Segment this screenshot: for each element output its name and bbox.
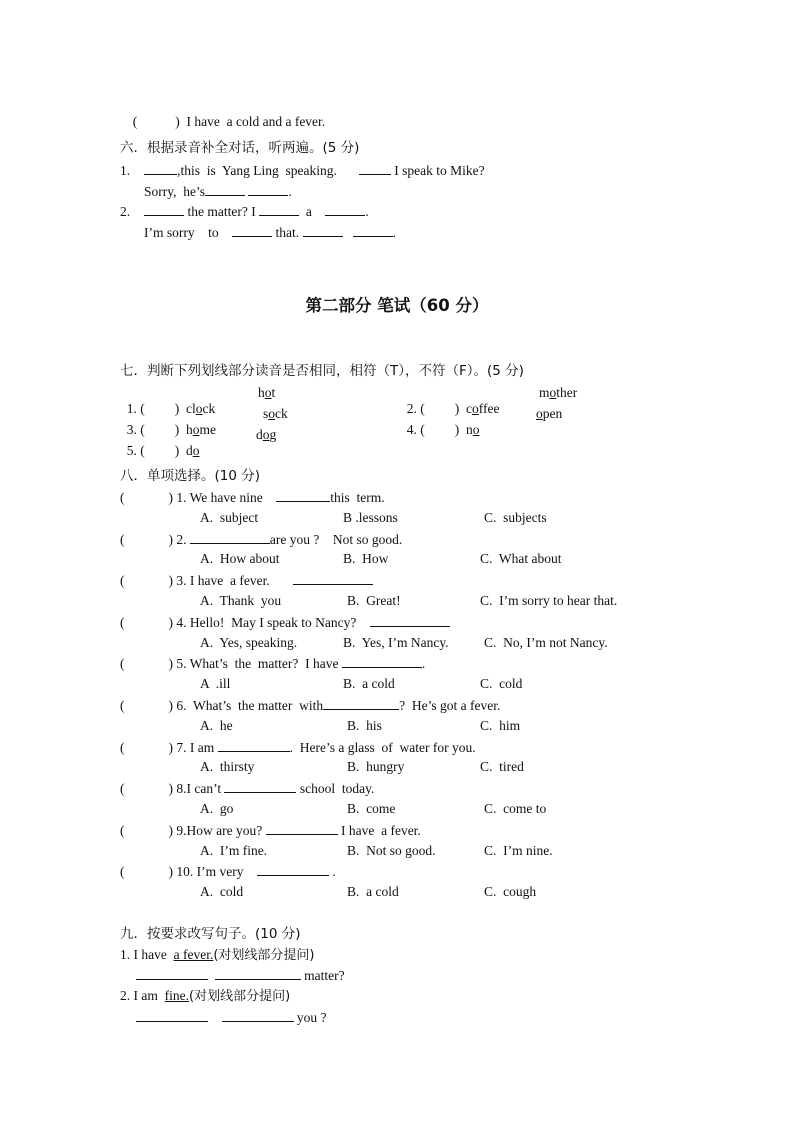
answer-blank[interactable] — [215, 967, 301, 980]
answer-blank[interactable] — [144, 203, 184, 216]
sec6-dialog2-line2: I’m sorry to that. . — [144, 225, 397, 240]
answer-blank[interactable] — [325, 203, 365, 216]
sec8-q6-option-b[interactable]: B. his — [347, 718, 382, 733]
answer-blank[interactable] — [248, 183, 288, 196]
answer-blank[interactable] — [205, 183, 245, 196]
sec8-q9-option-c[interactable]: C. I’m nine. — [484, 843, 553, 858]
sec9-answer-1: matter? — [136, 967, 345, 984]
answer-blank[interactable] — [370, 614, 450, 627]
sec8-question-10: ( ) 10. I’m very . — [120, 864, 336, 879]
sec8-q6-option-a[interactable]: A. he — [200, 718, 233, 733]
sec7-title: 七．判断下列划线部分读音是否相同，相符（T），不符（F）。(5 分) — [120, 363, 524, 379]
sec8-q3-option-a[interactable]: A. Thank you — [200, 593, 282, 608]
sec8-title: 八．单项选择。(10 分) — [120, 468, 261, 484]
sec6-dialog1-line2: Sorry, he’s . — [144, 184, 292, 199]
answer-blank[interactable] — [353, 224, 393, 237]
sec8-q3-option-b[interactable]: B. Great! — [347, 593, 401, 608]
answer-blank[interactable] — [266, 822, 338, 835]
sec7-item-4: 4. ( ) no — [406, 422, 480, 437]
sec8-q5-option-b[interactable]: B. a cold — [343, 676, 395, 691]
answer-blank[interactable] — [218, 739, 290, 752]
sec8-question-3: ( ) 3. I have a fever. — [120, 572, 373, 589]
sec8-q1-option-b[interactable]: B .lessons — [343, 510, 398, 525]
sec8-question-8: ( ) 8.I can’t school today. — [120, 781, 375, 796]
sec7-item-5: 5. ( ) do — [126, 443, 200, 458]
sec6-dialog1-line1: 1. ,this is Yang Ling speaking. I speak to Mike? — [120, 163, 485, 178]
sec9-title: 九．按要求改写句子。(10 分) — [120, 926, 301, 942]
sec8-q4-option-b[interactable]: B. Yes, I’m Nancy. — [343, 635, 449, 650]
sec8-q8-option-a[interactable]: A. go — [200, 801, 234, 816]
part2-title: 第二部分 笔试（60 分） — [305, 296, 489, 315]
answer-blank[interactable] — [144, 162, 177, 175]
sec8-q2-option-a[interactable]: A. How about — [200, 551, 280, 566]
q5-last-line — [126, 98, 325, 130]
sec8-q5-option-c[interactable]: C. cold — [480, 676, 523, 691]
sec8-question-1: ( ) 1. We have nine this term. — [120, 490, 385, 505]
answer-blank[interactable] — [323, 697, 399, 710]
answer-blank[interactable] — [232, 224, 272, 237]
sec8-question-5: ( ) 5. What’s the matter? I have . — [120, 656, 426, 671]
sec8-q5-option-a[interactable]: A .ill — [200, 676, 231, 691]
answer-blank[interactable] — [359, 162, 391, 175]
answer-blank[interactable] — [293, 572, 373, 585]
sec8-q7-option-b[interactable]: B. hungry — [347, 759, 405, 774]
answer-blank[interactable] — [342, 655, 422, 668]
sec8-q9-option-b[interactable]: B. Not so good. — [347, 843, 436, 858]
sec8-question-6: ( ) 6. What’s the matter with ? He’s got a fever. — [120, 698, 501, 713]
sec8-q9-option-a[interactable]: A. I’m fine. — [200, 843, 268, 858]
sec8-q6-option-c[interactable]: C. him — [480, 718, 521, 733]
sec8-q10-option-a[interactable]: A. cold — [200, 884, 244, 899]
sec8-q8-option-c[interactable]: C. come to — [484, 801, 547, 816]
answer-blank[interactable] — [136, 967, 208, 980]
sec6-dialog2-line1: 2. the matter? I a . — [120, 204, 369, 219]
sec7-item-4-word2: open — [536, 406, 563, 421]
sec7-item-5-word2: dog — [256, 427, 277, 442]
sec9-sentence-2: 2. I am fine.(对划线部分提问) — [120, 988, 291, 1004]
answer-blank[interactable] — [190, 531, 270, 544]
sec7-item-3: 3. ( ) home — [126, 422, 216, 437]
paren-close: ) — [175, 114, 180, 129]
sec7-item-2-word2: mother — [539, 385, 578, 400]
sec9-answer-2: you ? — [136, 1009, 327, 1026]
answer-blank[interactable] — [276, 489, 330, 502]
sec7-item-1-word2: hot — [258, 385, 276, 400]
sec8-question-7: ( ) 7. I am . Here’s a glass of water for you. — [120, 740, 476, 755]
paren-open: ( — [132, 114, 138, 129]
sec8-q7-option-a[interactable]: A. thirsty — [200, 759, 255, 774]
sec8-q4-option-a[interactable]: A. Yes, speaking. — [200, 635, 298, 650]
answer-blank[interactable] — [259, 203, 299, 216]
sec7-item-3-word2: sock — [263, 406, 288, 421]
sec9-sentence-1: 1. I have a fever.(对划线部分提问) — [120, 947, 315, 963]
answer-blank[interactable] — [303, 224, 343, 237]
sec8-q1-option-c[interactable]: C. subjects — [484, 510, 547, 525]
sec8-question-2: ( ) 2. are you ? Not so good. — [120, 532, 403, 547]
sec8-q2-option-c[interactable]: C. What about — [480, 551, 562, 566]
sec8-q3-option-c[interactable]: C. I’m sorry to hear that. — [480, 593, 618, 608]
sec8-q10-option-c[interactable]: C. cough — [484, 884, 537, 899]
sec8-q1-option-a[interactable]: A. subject — [200, 510, 259, 525]
q5-last-text: I have a cold and a fever. — [186, 114, 326, 129]
sec8-q10-option-b[interactable]: B. a cold — [347, 884, 399, 899]
sec8-q8-option-b[interactable]: B. come — [347, 801, 396, 816]
answer-blank[interactable] — [224, 780, 296, 793]
answer-blank[interactable] — [222, 1009, 294, 1022]
answer-blank[interactable] — [257, 863, 329, 876]
sec7-item-1: 1. ( ) clock — [126, 401, 216, 416]
sec8-question-9: ( ) 9.How are you? I have a fever. — [120, 823, 421, 838]
sec8-q7-option-c[interactable]: C. tired — [480, 759, 524, 774]
answer-blank[interactable] — [136, 1009, 208, 1022]
sec6-title: 六．根据录音补全对话，听两遍。(5 分) — [120, 140, 360, 156]
sec8-question-4: ( ) 4. Hello! May I speak to Nancy? — [120, 614, 450, 631]
sec8-q4-option-c[interactable]: C. No, I’m not Nancy. — [484, 635, 608, 650]
sec8-q2-option-b[interactable]: B. How — [343, 551, 389, 566]
sec7-item-2: 2. ( ) coffee — [406, 401, 500, 416]
